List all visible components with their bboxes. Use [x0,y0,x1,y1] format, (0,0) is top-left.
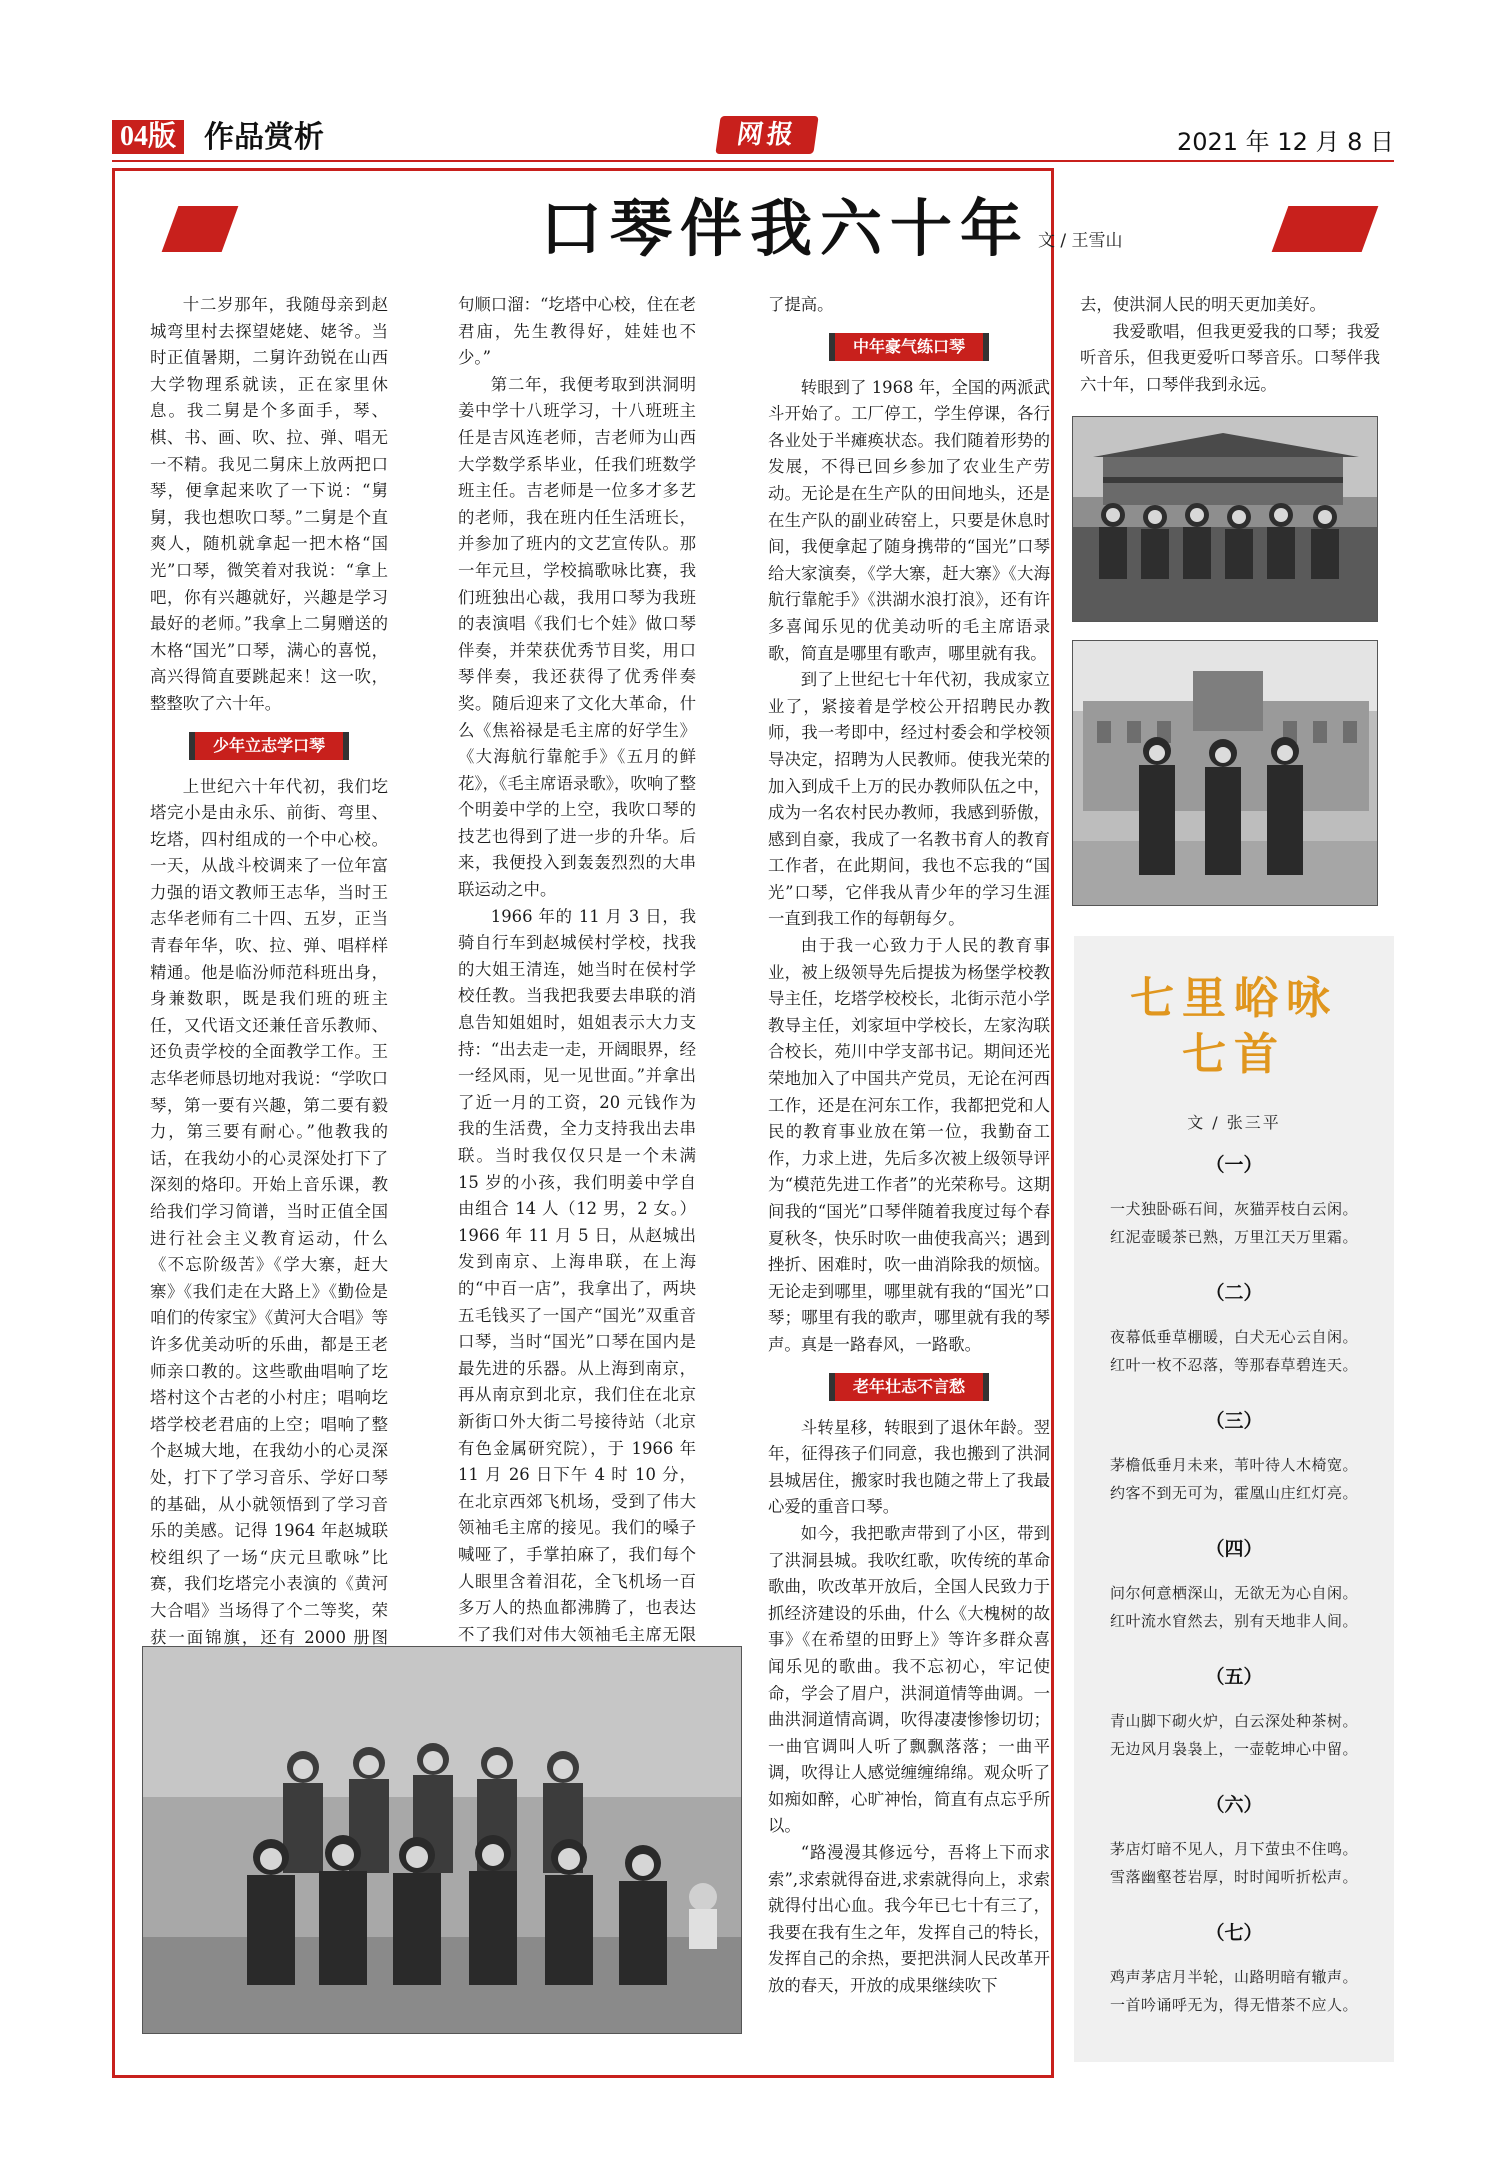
subheading: 中年豪气练口琴 [829,333,989,361]
photo-tiananmen-group [1072,416,1378,622]
paragraph: 第二年，我便考取到洪洞明姜中学十八班学习，十八班班主任是吉风连老师，吉老师为山西大学数学系毕业，任我们班数学班主任。吉老师是一位多才多艺的老师，我在班内任生活班长，并参加了班内的文艺宣传队。那一年元旦，学校搞歌咏比赛，我们班独出心裁，我用口琴为我班的表演唱《我们七个娃》做口琴伴奏，并荣获优秀节目奖，用口琴伴奏，我还获得了优秀伴奏奖。随后迎来了文化大革命，什么《焦裕禄是毛主席的好学生》《大海航行靠舵手》《五月的鲜花》，《毛主席语录歌》，吹响了整个明姜中学的上空，我吹口琴的技艺也得到了进一步的升华。后来，我便投入到轰轰烈烈的大串联运动之中。 [458,374,696,900]
poem-number: （五） [1205,1666,1263,1688]
header-rule [112,160,1394,162]
paragraph: “路漫漫其修远兮，吾将上下而求索”,求索就得奋进,求索就得向上，求索就得付出心血。我今年已七十有三了，我要在我有生之年，发挥自己的特长，发挥自己的余热，要把洪洞人民改革开放的春天，开放的成果继续吹下 [768,1843,1050,1996]
poem-number: （三） [1205,1410,1263,1432]
poem-line: 一首吟诵呼无为，得无惜茶不应人。 [1109,1996,1358,2014]
photo-group-portrait [142,1646,742,2034]
poem-title-subtitle: 七首 [1182,1029,1286,1080]
poem-sidebar [1074,936,1394,2062]
issue-date: 2021 年 12 月 8 日 [1176,128,1394,156]
poem-title: 七里峪咏 [1130,973,1338,1024]
subheading: 老年壮志不言愁 [829,1373,989,1401]
section-title: 作品赏析 [204,120,324,155]
poem-line: 约客不到无可为，霍凰山庄红灯亮。 [1109,1484,1358,1502]
poem-line: 茅檐低垂月未来，苇叶待人木椅宽。 [1109,1456,1358,1474]
poem-number: （四） [1205,1538,1263,1560]
poem-line: 夜幕低垂草棚暖，白犬无心云自闲。 [1109,1328,1358,1346]
poem-author: 文 / 张三平 [1187,1113,1281,1132]
article-column-3 [768,292,1050,2000]
title-band-right-accent [1272,206,1379,252]
article-column-1 [150,292,388,1864]
paragraph: 十二岁那年，我随母亲到赵城弯里村去探望姥姥、姥爷。当时正值暑期，二舅许劲锐在山西大学物理系就读，正在家里休息。我二舅是个多面手，琴、棋、书、画、吹、拉、弹、唱无一不精。我见二舅床上放两把口琴，便拿起来吹了一下说：“舅舅，我也想吹口琴。”二舅是个直爽人，随机就拿起一把木格“国光”口琴，微笑着对我说：“拿上吧，你有兴趣就好，兴趣是学习最好的老师。”我拿上二舅赠送的木格“国光”口琴，满心的喜悦，高兴得简直要跳起来！这一吹，整整吹了六十年。 [150,295,388,713]
photo-three-men [1072,640,1378,906]
poem-line: 雪落幽壑苍岩厚，时时闻听折松声。 [1109,1868,1358,1886]
poem-number: （七） [1205,1922,1263,1944]
paragraph: 去，使洪洞人民的明天更加美好。 [1080,295,1326,314]
article-column-4 [1080,292,1380,398]
paragraph: 到了上世纪七十年代初，我成家立业了，紧接着是学校公开招聘民办教师，我一考即中，经过村委会和学校领导决定，招聘为人民教师。使我光荣的加入到成千上万的民办教师队伍之中，成为一名农村民办教师，我感到骄傲，感到自豪，我成了一名教书育人的教育工作者，在此期间，我也不忘我的“国光”口琴，它伴我从青少年的学习生涯一直到我工作的每朝每夕。 [768,670,1050,929]
paragraph: 1966 年的 11 月 3 日，我骑自行车到赵城侯村学校，找我的大姐王清连，她当时在侯村学校任教。当我把我要去串联的消息告知姐姐时，姐姐表示大力支持：“出去走一走，开阔眼界，经一经风雨，见一见世面。”并拿出了近一月的工资，20 元钱作为我的生活费，全力支持我出去串联。当时我仅仅只是一个未满 15 岁的小孩，我们明姜中学自由组合 14 人（12 男，2 女。）1966 年 11 月 5 日，从赵城出发到南京、上海串联，在上海的“中百一店”，我拿出了，两块五毛钱买了一国产“国光”双重音口琴，当时“国光”口琴在国内是最先进的乐器。从上海到南京，再从南京到北京，我们住在北京新街口外大街二号接待站（北京有色金属研究院），于 1966 年 11 月 26 日下午 4 时 10 分，在北京西郊飞机场，受到了伟大领袖毛主席的接见。我们的嗓子喊哑了，手掌拍麻了，我们每个人眼里含着泪花，全飞机场一百多万人的热血都沸腾了，也表达不了我们对伟大领袖毛主席无限 [458,906,696,1644]
title-band [170,188,1390,270]
paragraph: 了提高。 [768,295,834,314]
article-title: 口琴伴我六十年 [540,192,1031,265]
page-number-badge: 04版 [112,120,184,154]
poem-number: （二） [1205,1282,1263,1304]
article-byline: 文 / 王雪山 [1038,231,1123,251]
paragraph: 我爱歌唱，但我更爱我的口琴；我爱听音乐，但我更爱听口琴音乐。口琴伴我六十年，口琴伴我到永远。 [1080,321,1380,394]
paragraph: 斗转星移，转眼到了退休年龄。翌年，征得孩子们同意，我也搬到了洪洞县城居住，搬家时我也随之带上了我最心爱的重音口琴。 [768,1417,1050,1517]
masthead-logo: 网报 [715,116,818,154]
poem-line: 一犬独卧砾石间，灰猫弄枝白云闲。 [1109,1200,1358,1218]
poem-number: （六） [1205,1794,1263,1816]
poem-line: 问尔何意栖深山，无欲无为心自闲。 [1109,1584,1358,1602]
poem-line: 鸡声茅店月半轮，山路明暗有辙声。 [1109,1968,1358,1986]
title-band-left-accent [162,206,239,252]
paragraph: 如今，我把歌声带到了小区，带到了洪洞县城。我吹红歌，吹传统的革命歌曲，吹改革开放后，全国人民致力于抓经济建设的乐曲，什么《大槐树的故事》《在希望的田野上》等许多群众喜闻乐见的歌曲。我不忘初心，牢记使命，学会了眉户，洪洞道情等曲调。一曲洪洞道情高调，吹得凄凄惨惨切切；一曲官调叫人听了飘飘落落；一曲平调，吹得让人感觉缠缠绵绵。观众听了如痴如醉，心旷神怡，简直有点忘乎所以。 [768,1523,1050,1836]
poem-line: 茅店灯暗不见人，月下萤虫不住鸣。 [1109,1840,1358,1858]
paragraph: 上世纪六十年代初，我们圪塔完小是由永乐、前街、弯里、圪塔，四村组成的一个中心校。一天，从战斗校调来了一位年富力强的语文教师王志华，当时王志华老师有二十四、五岁，正当青春年华，吹、拉、弹、唱样样精通。他是临汾师范科班出身，身兼数职，既是我们班的班主任，又代语文还兼任音乐教师、还负责学校的全面教学工作。王志华老师恳切地对我说：“学吹口琴，第一要有兴趣，第二要有毅力，第三要有耐心。”他教我的话，在我幼小的心灵深处打下了深刻的烙印。开始上音乐课，教给我们学习简谱，当时正值全国进行社会主义教育运动，什么《不忘阶级苦》《学大寨，赶大寨》《我们走在大路上》《勤俭是咱们的传家宝》《黄河大合唱》等许多优美动听的乐曲，都是王老师亲口教的。这些歌曲唱响了圪塔村这个古老的小村庄；唱响圪塔学校老君庙的上空；唱响了整个赵城大地，在我幼小的心灵深处，打下了学习音乐、学好口琴的基础，从小就领悟到了学习音乐的美感。记得 1964 年赵城联校组织了一场“庆元旦歌咏”比赛，我们圪塔完小表演的《黄河大合唱》当场得了个二等奖，荣获一面锦旗，还有 2000 册图 [150,776,388,1647]
poem-number: （一） [1205,1154,1263,1176]
paragraph: 句顺口溜：“圪塔中心校，住在老君庙，先生教得好，娃娃也不少。” [458,295,696,368]
poem-line: 红泥壶暖茶已熟，万里江天万里霜。 [1109,1228,1358,1246]
paragraph: 由于我一心致力于人民的教育事业，被上级领导先后提拔为杨堡学校教导主任，圪塔学校校长，北街示范小学教导主任，刘家垣中学校长，左家沟联合校长，苑川中学支部书记。期间还光荣地加入了中国共产党员，无论在河西工作，还是在河东工作，我都把党和人民的教育事业放在第一位，我勤奋工作，力求上进，先后多次被上级领导评为“模范先进工作者”的光荣称号。这期间我的“国光”口琴伴随着我度过每个春夏秋冬，快乐时吹一曲使我高兴；遇到挫折、困难时，吹一曲消除我的烦恼。无论走到哪里，哪里就有我的“国光”口琴；哪里有我的歌声，哪里就有我的琴声。真是一路春风，一路歌。 [768,936,1050,1354]
subheading: 少年立志学口琴 [189,732,349,760]
paragraph: 转眼到了 1968 年，全国的两派武斗开始了。工厂停工，学生停课，各行各业处于半瘫痪状态。我们随着形势的发展，不得已回乡参加了农业生产劳动。无论是在生产队的田间地头，还是在生产队的副业砖窑上，只要是休息时间，我便拿起了随身携带的“国光”口琴给大家演奏，《学大寨，赶大寨》《大海航行靠舵手》《洪湖水浪打浪》，还有许多喜闻乐见的优美动听的毛主席语录歌，简直是哪里有歌声，哪里就有我。 [768,377,1050,663]
poem-line: 红叶流水窅然去，别有天地非人间。 [1109,1612,1358,1630]
page-header [112,118,1394,160]
poem-line: 红叶一枚不忍落，等那春草碧连天。 [1109,1356,1358,1374]
poem-line: 无边风月袅袅上，一壶乾坤心中留。 [1109,1740,1358,1758]
poem-line: 青山脚下砌火炉，白云深处种茶树。 [1109,1712,1358,1730]
